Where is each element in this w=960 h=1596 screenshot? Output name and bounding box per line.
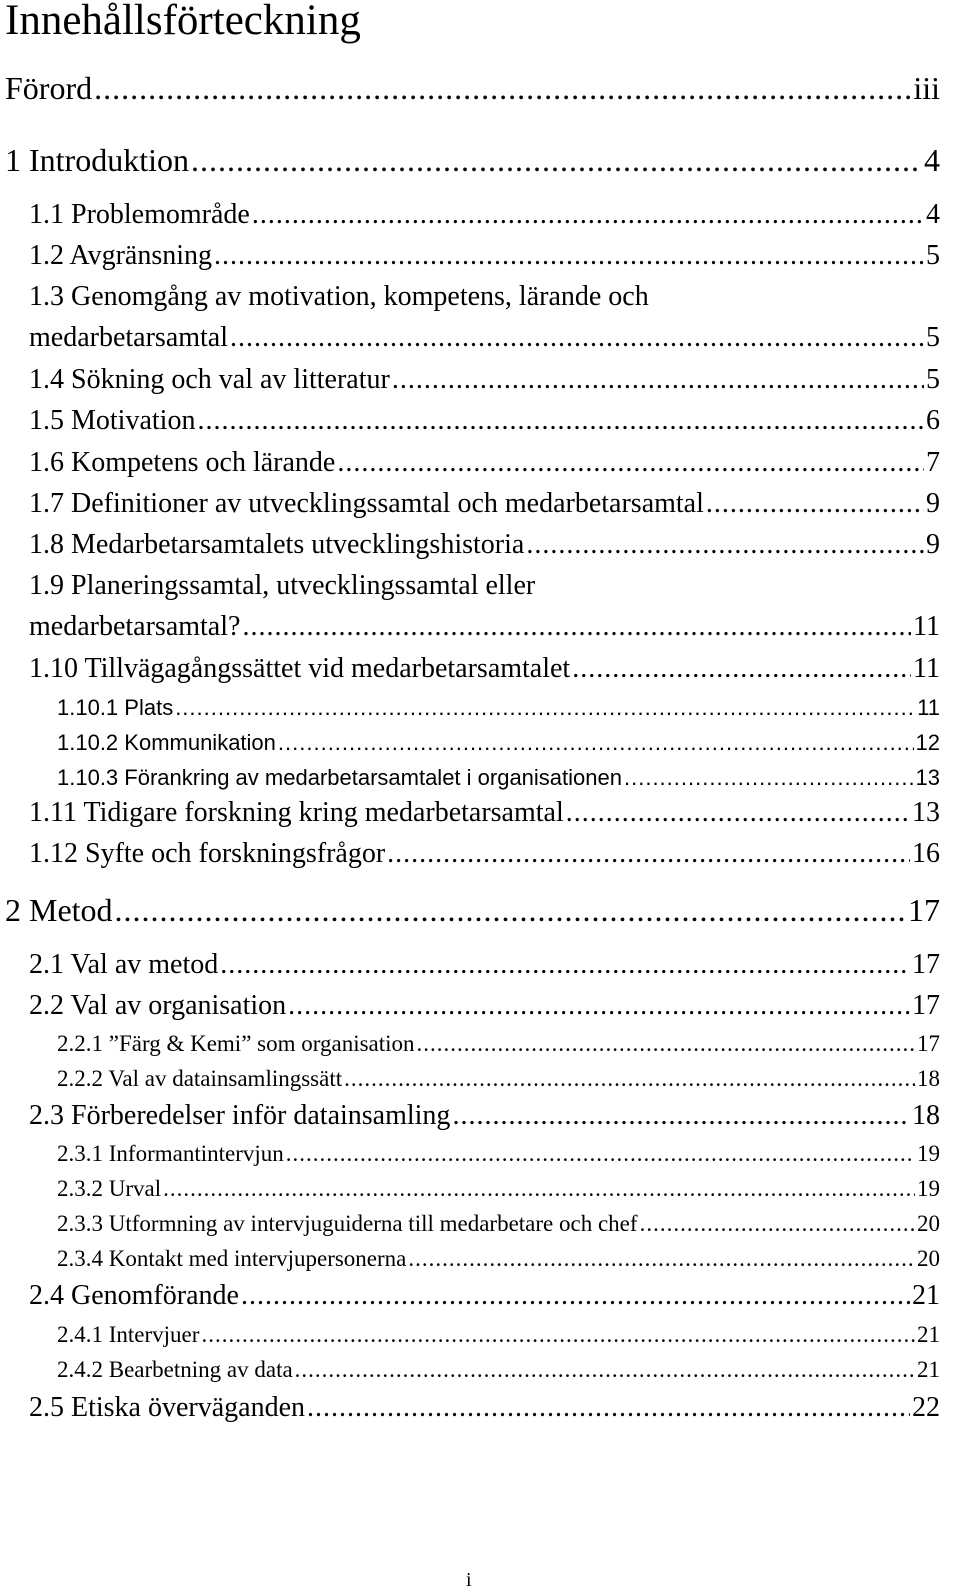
toc-entry-page: 17 xyxy=(917,1031,940,1056)
toc-entry-1-8[interactable] xyxy=(29,527,940,563)
toc-entry-1-1[interactable] xyxy=(29,197,940,233)
toc-entry-page: 21 xyxy=(917,1357,940,1382)
toc-entry-page: 20 xyxy=(917,1211,940,1236)
toc-entry-label: 1.10.3 Förankring av medarbetarsamtalet i organisationen xyxy=(57,765,622,790)
toc-entry-label: 2.3.2 Urval xyxy=(57,1176,162,1201)
toc-entry-label: 2.2 Val av organisation xyxy=(29,990,287,1021)
toc-entry-page: 21 xyxy=(912,1280,940,1311)
toc-entry-1-2[interactable] xyxy=(29,238,940,274)
toc-entry-label-continued: medarbetarsamtal? xyxy=(29,611,241,642)
toc-entry-page: 13 xyxy=(912,797,940,828)
toc-entry-label: 2.5 Etiska överväganden xyxy=(29,1392,306,1423)
toc-entry-1-4[interactable] xyxy=(29,362,940,398)
toc-entry-label: 1.2 Avgränsning xyxy=(29,240,213,271)
toc-entry-page: 5 xyxy=(926,240,940,271)
toc-entry-page: 6 xyxy=(926,405,940,436)
toc-entry-label: 2 Metod xyxy=(5,892,113,928)
toc-entry-label: 1.11 Tidigare forskning kring medarbetarsamtal xyxy=(29,797,564,828)
toc-entry-1-7[interactable] xyxy=(29,486,940,522)
toc-entry-page: 17 xyxy=(912,949,940,980)
leader-dots xyxy=(344,1064,915,1094)
toc-entry-page: 9 xyxy=(926,488,940,519)
leader-dots xyxy=(452,1098,910,1134)
leader-dots xyxy=(706,486,924,522)
leader-dots xyxy=(288,988,910,1024)
leader-dots xyxy=(640,1209,915,1239)
leader-dots xyxy=(278,728,914,758)
leader-dots xyxy=(197,403,924,439)
toc-entry-label: 2.4.1 Intervjuer xyxy=(57,1322,200,1347)
toc-entry-page: 22 xyxy=(912,1392,940,1423)
toc-entry-page: 9 xyxy=(926,529,940,560)
toc-entry-1-10-1[interactable] xyxy=(57,693,940,723)
leader-dots xyxy=(526,527,924,563)
toc-entry-1-10-2[interactable] xyxy=(57,728,940,758)
toc-entry-page: 18 xyxy=(912,1100,940,1131)
leader-dots xyxy=(163,1174,915,1204)
toc-entry-page: 4 xyxy=(926,199,940,230)
leader-dots xyxy=(286,1139,915,1169)
toc-entry-2-3-3[interactable] xyxy=(57,1209,940,1239)
leader-dots xyxy=(230,320,924,356)
toc-entry-label: 2.2.1 ”Färg & Kemi” som organisation xyxy=(57,1031,415,1056)
leader-dots xyxy=(191,140,922,180)
leader-dots xyxy=(94,68,911,108)
toc-entry-2-2-2[interactable] xyxy=(57,1064,940,1094)
toc-entry-2-5[interactable] xyxy=(29,1390,940,1426)
toc-entry-page: 17 xyxy=(908,892,940,928)
toc-entry-label: 2.1 Val av metod xyxy=(29,949,219,980)
toc-entry-page: 21 xyxy=(917,1322,940,1347)
toc-entry-2-1[interactable] xyxy=(29,947,940,983)
toc-entry-2-4-1[interactable] xyxy=(57,1320,940,1350)
toc-title: Innehållsförteckning xyxy=(5,0,361,44)
toc-entry-label: 1.9 Planeringssamtal, utvecklingssamtal eller xyxy=(29,570,536,601)
toc-entry-page: 12 xyxy=(915,730,940,755)
toc-entry-1-11[interactable] xyxy=(29,795,940,831)
leader-dots xyxy=(220,947,910,983)
leader-dots xyxy=(624,763,914,793)
leader-dots xyxy=(201,1320,915,1350)
leader-dots xyxy=(252,197,924,233)
toc-entry-page: 4 xyxy=(924,142,940,178)
toc-entry-label: 2.3 Förberedelser inför datainsamling xyxy=(29,1100,451,1131)
toc-entry-label: 2.4 Genomförande xyxy=(29,1280,239,1311)
toc-entry-2-4-2[interactable] xyxy=(57,1355,940,1385)
toc-entry-2-3-1[interactable] xyxy=(57,1139,940,1169)
toc-entry-label: 2.2.2 Val av datainsamlingssätt xyxy=(57,1066,343,1091)
toc-entry-forord[interactable] xyxy=(5,68,940,108)
toc-entry-label: 1.10.1 Plats xyxy=(57,695,174,720)
leader-dots xyxy=(241,1278,910,1314)
toc-entry-label: 1.4 Sökning och val av litteratur xyxy=(29,364,390,395)
toc-entry-page: 11 xyxy=(913,653,940,684)
toc-entry-label: 1.3 Genomgång av motivation, kompetens, lärande och xyxy=(29,281,649,312)
toc-entry-label: 2.3.3 Utformning av intervjuguiderna till medarbetare och chef xyxy=(57,1211,638,1236)
toc-entry-label: 1.12 Syfte och forskningsfrågor xyxy=(29,838,386,869)
toc-entry-2-2-1[interactable] xyxy=(57,1029,940,1059)
toc-entry-page: 11 xyxy=(913,611,940,642)
toc-entry-label: 2.3.1 Informantintervjun xyxy=(57,1141,284,1166)
toc-entry-page: 20 xyxy=(917,1246,940,1271)
leader-dots xyxy=(214,238,924,274)
toc-entry-1-10-3[interactable] xyxy=(57,763,940,793)
leader-dots xyxy=(392,362,924,398)
leader-dots xyxy=(175,693,915,723)
toc-entry-1[interactable] xyxy=(5,140,940,180)
toc-entry-2-3-4[interactable] xyxy=(57,1244,940,1274)
toc-entry-label: 2.3.4 Kontakt med intervjupersonerna xyxy=(57,1246,407,1271)
toc-entry-label: 1.1 Problemområde xyxy=(29,199,250,230)
toc-entry-label: 1 Introduktion xyxy=(5,142,189,178)
toc-entry-2-4[interactable] xyxy=(29,1278,940,1314)
toc-entry-label: Förord xyxy=(5,70,93,106)
toc-entry-label: 1.8 Medarbetarsamtalets utvecklingshistoria xyxy=(29,529,525,560)
leader-dots xyxy=(337,445,924,481)
toc-entry-1-9[interactable] xyxy=(29,568,940,645)
leader-dots xyxy=(572,651,911,687)
toc-entry-1-5[interactable] xyxy=(29,403,940,439)
toc-entry-2-3[interactable] xyxy=(29,1098,940,1134)
leader-dots xyxy=(387,836,910,872)
toc-entry-label: 1.7 Definitioner av utvecklingssamtal och medarbetarsamtal xyxy=(29,488,704,519)
leader-dots xyxy=(295,1355,915,1385)
toc-entry-2-2[interactable] xyxy=(29,988,940,1024)
toc-entry-1-12[interactable] xyxy=(29,836,940,872)
toc-entry-label: 1.6 Kompetens och lärande xyxy=(29,447,336,478)
leader-dots xyxy=(307,1390,910,1426)
toc-entry-page: 19 xyxy=(917,1176,940,1201)
toc-entry-label: 2.4.2 Bearbetning av data xyxy=(57,1357,293,1382)
toc-entry-1-10[interactable] xyxy=(29,651,940,687)
toc-entry-page: 19 xyxy=(917,1141,940,1166)
toc-entry-page: 17 xyxy=(912,990,940,1021)
toc-entry-page: 5 xyxy=(926,322,940,353)
toc-entry-page: 13 xyxy=(915,765,940,790)
leader-dots xyxy=(566,795,910,831)
toc-entry-1-3[interactable] xyxy=(29,279,940,356)
toc-entry-page: 7 xyxy=(926,447,940,478)
leader-dots xyxy=(417,1029,915,1059)
toc-entry-label: 1.10 Tillvägagångssättet vid medarbetarsamtalet xyxy=(29,653,571,684)
toc-entry-label-continued: medarbetarsamtal xyxy=(29,322,229,353)
toc-entry-page: 5 xyxy=(926,364,940,395)
toc-entry-2-3-2[interactable] xyxy=(57,1174,940,1204)
toc-entry-page: iii xyxy=(913,70,940,106)
toc-entry-2[interactable] xyxy=(5,890,940,930)
toc-entry-page: 11 xyxy=(917,695,940,720)
toc-entry-page: 16 xyxy=(912,838,940,869)
toc-entry-1-6[interactable] xyxy=(29,445,940,481)
toc-entry-page: 18 xyxy=(917,1066,940,1091)
leader-dots xyxy=(408,1244,915,1274)
toc-entry-label: 1.10.2 Kommunikation xyxy=(57,730,276,755)
page-number: i xyxy=(466,1569,472,1591)
leader-dots xyxy=(242,609,911,645)
toc-entry-label: 1.5 Motivation xyxy=(29,405,196,436)
leader-dots xyxy=(115,890,906,930)
